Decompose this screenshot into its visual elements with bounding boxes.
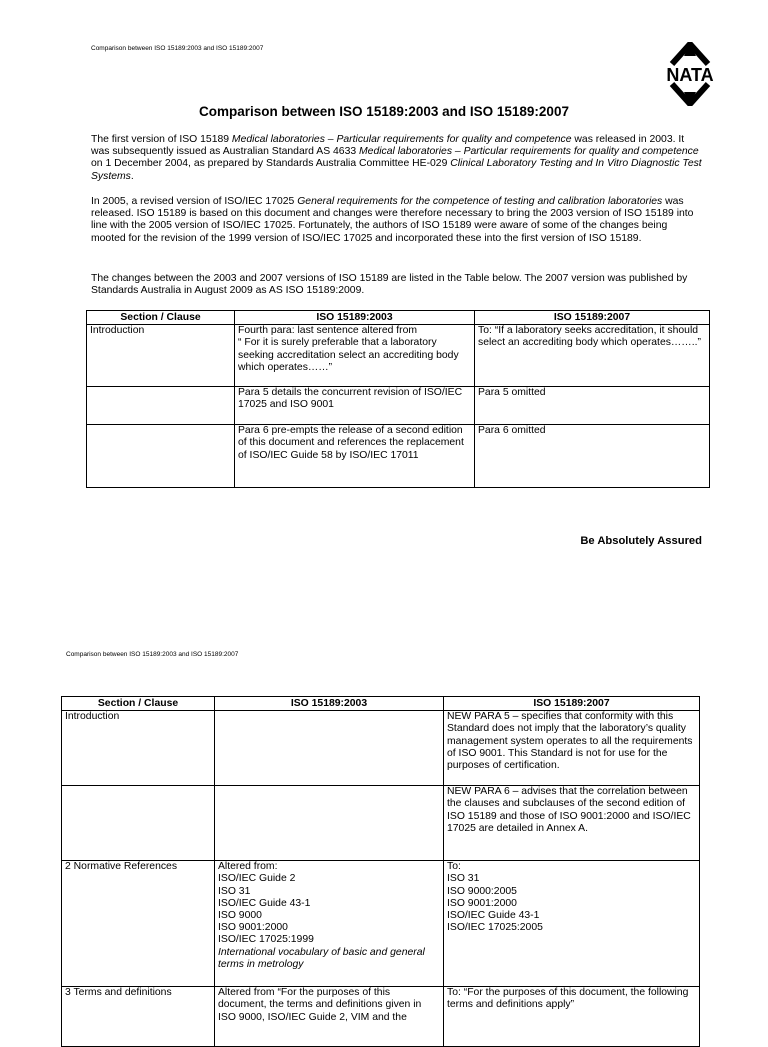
- table-row: [62, 711, 700, 786]
- column-header: Section / Clause: [87, 311, 235, 325]
- list-item: ISO 9000: [218, 910, 262, 922]
- list-item: ISO 31: [218, 885, 251, 897]
- table-header-row: [62, 697, 700, 711]
- column-header: ISO 15189:2007: [475, 311, 710, 325]
- table-cell: [87, 425, 235, 488]
- table-cell: Altered from “For the purposes of this document, the terms and definitions given in ISO 9000, ISO/IEC Guide 2, VIM and the: [215, 987, 444, 1047]
- comparison-table-2: [61, 696, 700, 1047]
- table-cell: Para 6 omitted: [475, 425, 710, 488]
- column-header: ISO 15189:2007: [444, 697, 700, 711]
- table-cell: 2 Normative References: [62, 861, 215, 987]
- table-cell: [87, 387, 235, 425]
- table-cell: To: “For the purposes of this document, the following terms and definitions apply”: [444, 987, 700, 1047]
- list-item: ISO 9001:2000: [218, 922, 288, 934]
- list-item: International vocabulary of basic and general terms in metrology: [218, 946, 425, 970]
- column-header: ISO 15189:2003: [215, 697, 444, 711]
- to-label: To:: [447, 861, 461, 873]
- table-cell: [215, 711, 444, 786]
- table-cell: Para 5 details the concurrent revision of ISO/IEC 17025 and ISO 9001: [235, 387, 475, 425]
- table-cell: [62, 786, 215, 861]
- table-cell: [215, 861, 444, 987]
- table-row: [87, 425, 710, 488]
- list-item: ISO/IEC 17025:2005: [447, 922, 543, 934]
- intro-paragraph-1: The first version of ISO 15189 Medical laboratories – Particular requirements for quality and competence was released in 2003. It was subsequently issued as Australian Standard AS 4633 Medical laboratories – Particular requirements for quality and competence on 1 December 2004, as prepared by Standards Australia Committee HE-029 Clinical Laboratory Testing and In Vitro Diagnostic Test Systems.: [91, 134, 702, 182]
- intro-paragraph-3: The changes between the 2003 and 2007 versions of ISO 15189 are listed in the Table below. The 2007 version was published by Standards Australia in August 2009 as AS ISO 15189:2009.: [91, 273, 688, 297]
- table-cell: Fourth para: last sentence altered from “ For it is surely preferable that a laboratory seeking accreditation select an accrediting body which operates……”: [235, 325, 475, 387]
- page-title: Comparison between ISO 15189:2003 and ISO 15189:2007: [199, 104, 569, 119]
- table-cell: NEW PARA 5 – specifies that conformity with this Standard does not imply that the laboratory’s quality management system operates to all the requirements of ISO 9001. This Standard is not for use for the purposes of certification.: [444, 711, 700, 786]
- table-cell: Introduction: [62, 711, 215, 786]
- comparison-table-1: [86, 310, 710, 488]
- list-item: ISO 31: [447, 873, 480, 885]
- column-header: ISO 15189:2003: [235, 311, 475, 325]
- table-row: [87, 387, 710, 425]
- list-item: ISO 9001:2000: [447, 897, 517, 909]
- list-item: ISO/IEC 17025:1999: [218, 934, 314, 946]
- table-row: [62, 786, 700, 861]
- intro-paragraph-2: In 2005, a revised version of ISO/IEC 17025 General requirements for the competence of testing and calibration laboratories was released. ISO 15189 is based on this document and changes were therefore necessary to bring the 2003 version of ISO 15189 into line with the 2005 version of ISO/IEC 17025. Fortunately, the authors of ISO 15189 were aware of some of the changes being mooted for the revision of the 1999 version of ISO/IEC 17025 and incorporated these into the first version of ISO 15189.: [91, 196, 694, 244]
- logo-text: NATA: [666, 65, 714, 85]
- table-cell: To: “If a laboratory seeks accreditation, it should select an accrediting body which operates……..”: [475, 325, 710, 387]
- list-item: ISO/IEC Guide 43-1: [447, 910, 540, 922]
- table-cell: Para 6 pre-empts the release of a second edition of this document and references the replacement of ISO/IEC Guide 58 by ISO/IEC 17011: [235, 425, 475, 488]
- altered-from-label: Altered from:: [218, 861, 278, 873]
- table-cell: Para 5 omitted: [475, 387, 710, 425]
- list-item: ISO/IEC Guide 43-1: [218, 897, 311, 909]
- table-cell: NEW PARA 6 – advises that the correlation between the clauses and subclauses of the second edition of ISO 15189 and those of ISO 9001:2000 and ISO/IEC 17025 are detailed in Annex A.: [444, 786, 700, 861]
- page-header: Comparison between ISO 15189:2003 and ISO 15189:2007: [91, 45, 264, 52]
- column-header: Section / Clause: [62, 697, 215, 711]
- table-cell: [215, 786, 444, 861]
- list-item: ISO 9000:2005: [447, 885, 517, 897]
- table-cell: Introduction: [87, 325, 235, 387]
- table-row: [62, 987, 700, 1047]
- table-header-row: [87, 311, 710, 325]
- list-item: ISO/IEC Guide 2: [218, 873, 296, 885]
- table-row: [62, 861, 700, 987]
- tagline: Be Absolutely Assured: [580, 535, 702, 547]
- table-row: [87, 325, 710, 387]
- table-cell: [444, 861, 700, 987]
- table-cell: 3 Terms and definitions: [62, 987, 215, 1047]
- page-header: Comparison between ISO 15189:2003 and ISO 15189:2007: [66, 651, 239, 658]
- nata-logo: [656, 42, 724, 106]
